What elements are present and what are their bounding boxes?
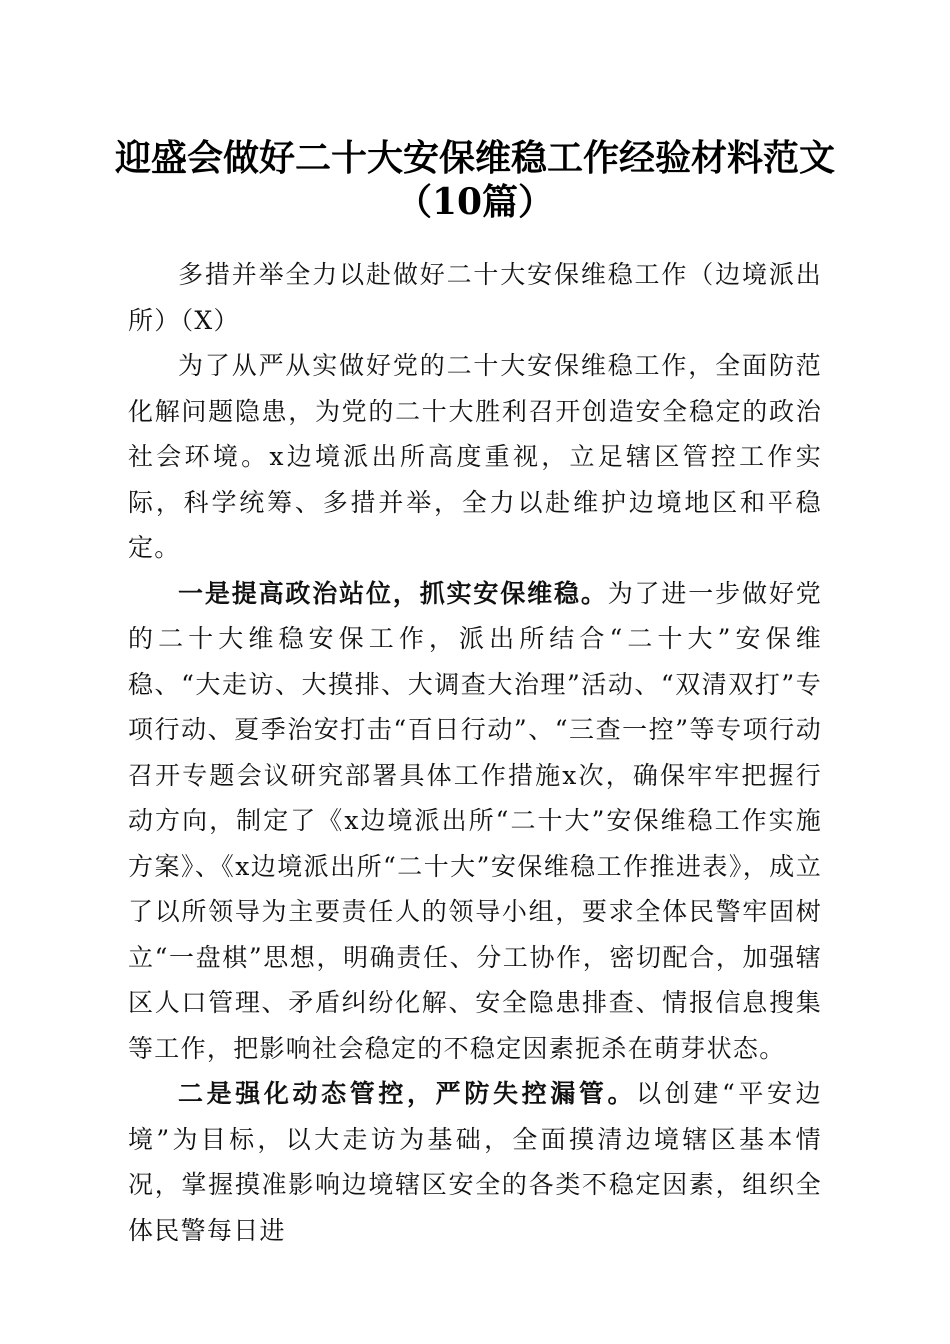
title-line-1: 迎盛会做好二十大安保维稳工作经验材料范文: [114, 137, 835, 179]
paragraph-point-1: [128, 571, 822, 1072]
paragraph-point-2: [128, 1071, 822, 1253]
paragraph-intro: [128, 343, 822, 571]
paragraph-subtitle: [128, 252, 822, 343]
paragraph-text: 为了进一步做好党的二十大维稳安保工作，派出所结合“二十大”安保维稳、“大走访、大摸排、大调查大治理”活动、“双清双打”专项行动、夏季治安打击“百日行动”、“三查一控”等专项行动召开专题会议研究部署具体工作措施x次，确保牢牢把握行动方向，制定了《x边境派出所“二十大”安保维稳工作实施方案》、《x边境派出所“二十大”安保维稳工作推进表》，成立了以所领导为主要责任人的领导小组，要求全体民警牢固树立“一盘棋”思想，明确责任、分工协作，密切配合，加强辖区人口管理、矛盾纠纷化解、安全隐患排查、情报信息搜集等工作，把影响社会稳定的不稳定因素扼杀在萌芽状态。: [128, 578, 822, 1063]
title-line-2: （10篇）: [395, 181, 555, 223]
paragraph-text: 为了从严从实做好党的二十大安保维稳工作，全面防范化解问题隐患，为党的二十大胜利召开创造安全稳定的政治社会环境。x边境派出所高度重视，立足辖区管控工作实际，科学统筹、多措并举，全力以赴维护边境地区和平稳定。: [128, 351, 822, 562]
paragraph-lead: 二是强化动态管控，严防失控漏管。: [178, 1079, 637, 1108]
paragraph-lead: 一是提高政治站位，抓实安保维稳。: [178, 578, 608, 608]
paragraph-text: 多措并举全力以赴做好二十大安保维稳工作（边境派出所）（X）: [128, 260, 822, 335]
paragraph-text: 以创建“平安边境”为目标，以大走访为基础，全面摸清边境辖区基本情况，掌握摸准影响边境辖区安全的各类不稳定因素，组织全体民警每日进: [128, 1079, 822, 1245]
document-body: [128, 252, 822, 1253]
document-title: [100, 136, 850, 224]
